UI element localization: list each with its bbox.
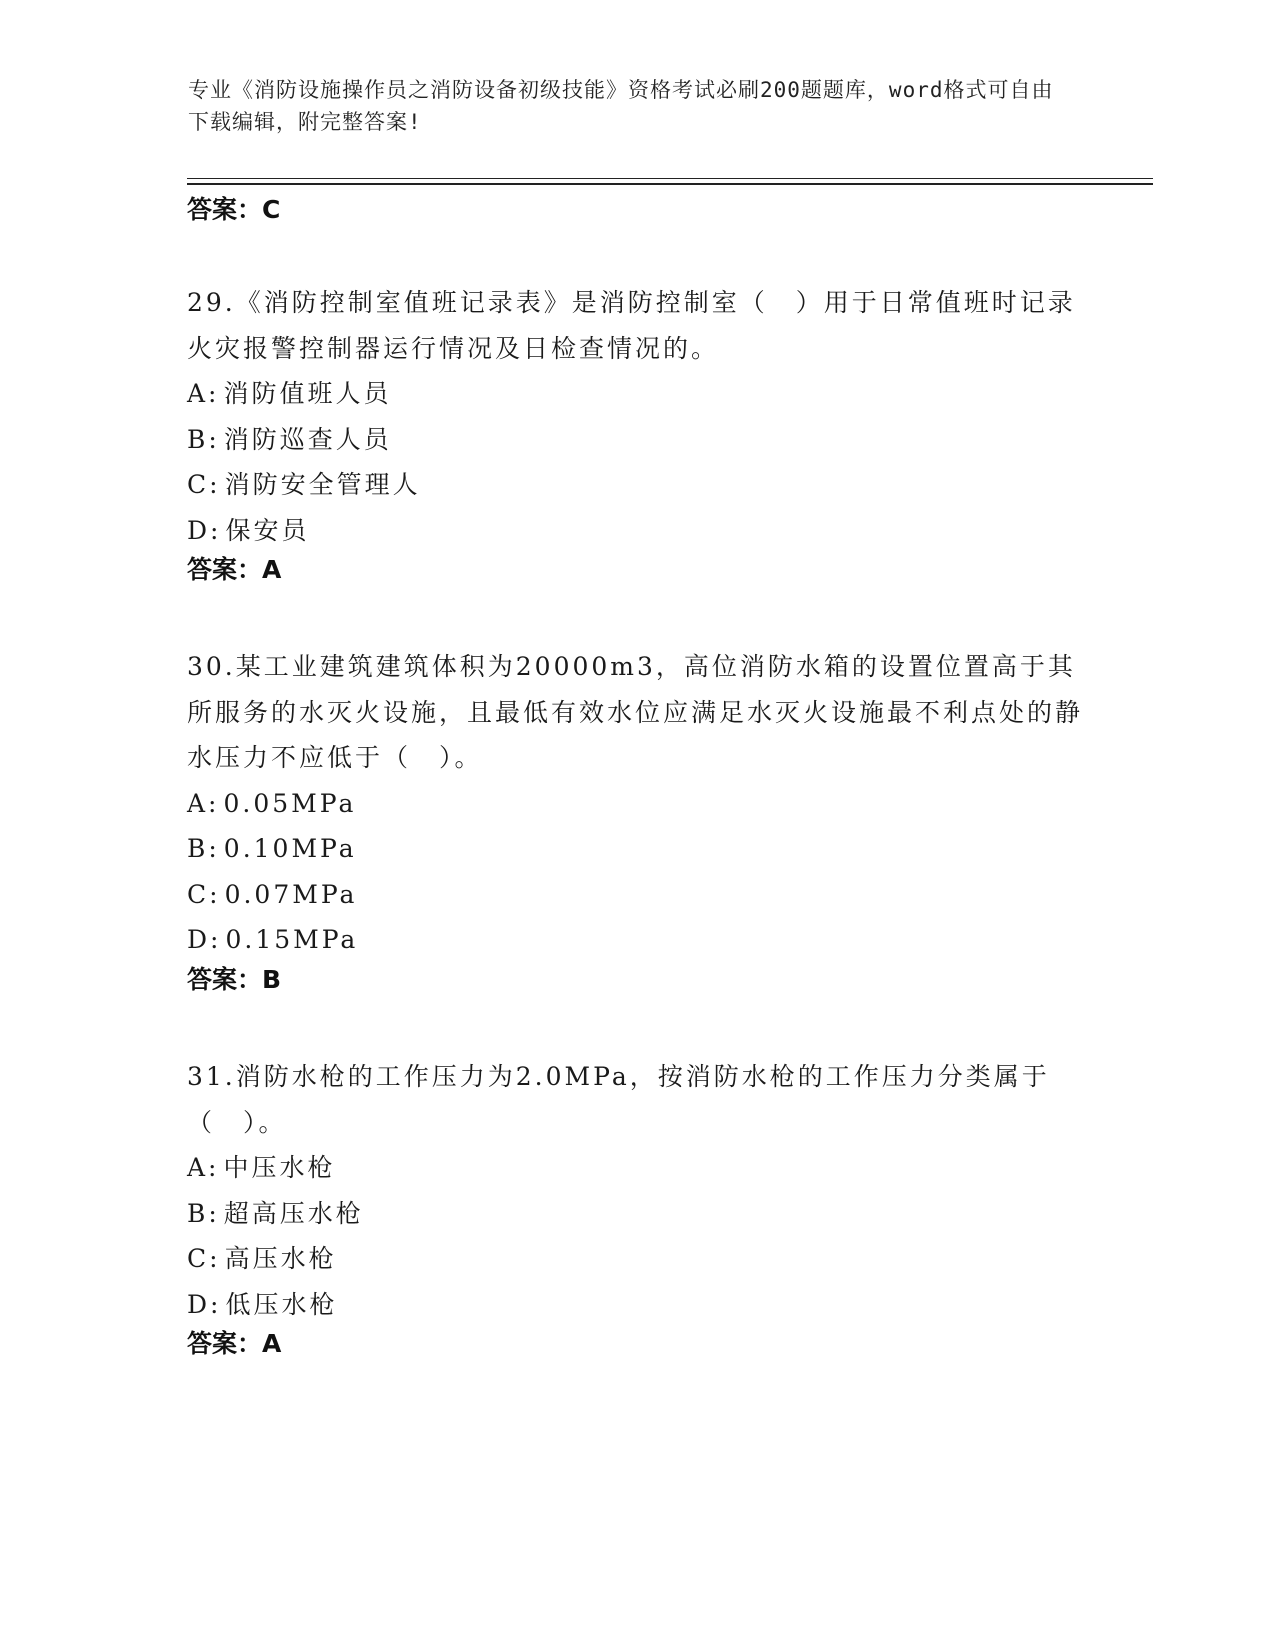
option-letter: A: [187,379,220,408]
question-31 [187,1054,1087,1361]
question-29 [187,280,1087,587]
question-text: 31.消防水枪的工作压力为2.0MPa，按消防水枪的工作压力分类属于（ ）。 [187,1062,1050,1137]
question-30 [187,644,1087,997]
answer-value: A [262,1329,282,1358]
answer-label: 答案： [187,1329,263,1358]
option-text: 低压水枪 [225,1289,338,1319]
option-a [187,781,1087,827]
previous-answer [187,193,1087,227]
option-letter: B: [187,424,220,454]
option-text: 0.15MPa [225,925,359,954]
question-answer [187,553,1087,587]
option-text: 中压水枪 [223,1153,336,1182]
option-d [187,1282,1087,1328]
option-text: 消防巡查人员 [223,424,392,454]
option-c [187,1236,1087,1282]
answer-label: 答案： [187,555,263,584]
option-text: 消防值班人员 [223,379,392,408]
header-rule-thin [187,178,1153,179]
option-letter: D: [187,515,222,545]
header-rule-thick [187,183,1153,185]
question-text: 30.某工业建筑建筑体积为20000m3，高位消防水箱的设置位置高于其所服务的水灭火设施，且最低有效水位应满足水灭火设施最不利点处的静水压力不应低于（ ）。 [187,652,1084,772]
option-b [187,826,1087,872]
answer-value: B [262,964,282,994]
question-answer [187,1327,1087,1361]
answer-label: 答案： [187,964,263,994]
answer-value: C [262,195,281,224]
option-d [187,508,1087,554]
option-letter: A: [187,788,220,818]
option-letter: D: [187,1289,222,1319]
option-text: 0.07MPa [224,879,358,909]
document-header: 专业《消防设施操作员之消防设备初级技能》资格考试必刷200题题库，word格式可自由下载编辑，附完整答案! [188,78,1054,134]
option-a [187,371,1087,417]
option-text: 消防安全管理人 [224,470,421,499]
option-letter: C: [187,470,221,499]
option-text: 0.05MPa [223,788,357,818]
option-text: 高压水枪 [224,1244,337,1273]
option-b [187,417,1087,463]
answer-label: 答案： [187,195,263,224]
question-answer [187,963,1087,997]
option-a [187,1145,1087,1191]
option-letter: A: [187,1153,220,1182]
option-letter: C: [187,879,221,909]
option-letter: C: [187,1244,221,1273]
option-text: 0.10MPa [223,834,357,863]
option-c [187,872,1087,918]
option-c [187,462,1087,508]
option-b [187,1191,1087,1237]
option-text: 超高压水枪 [223,1198,364,1228]
answer-value: A [262,555,282,584]
option-text: 保安员 [225,515,310,545]
option-letter: B: [187,1198,220,1228]
option-letter: B: [187,834,220,863]
question-text: 29.《消防控制室值班记录表》是消防控制室（ ）用于日常值班时记录火灾报警控制器运行情况及日检查情况的。 [187,288,1076,363]
option-d [187,917,1087,963]
option-letter: D: [187,925,222,954]
